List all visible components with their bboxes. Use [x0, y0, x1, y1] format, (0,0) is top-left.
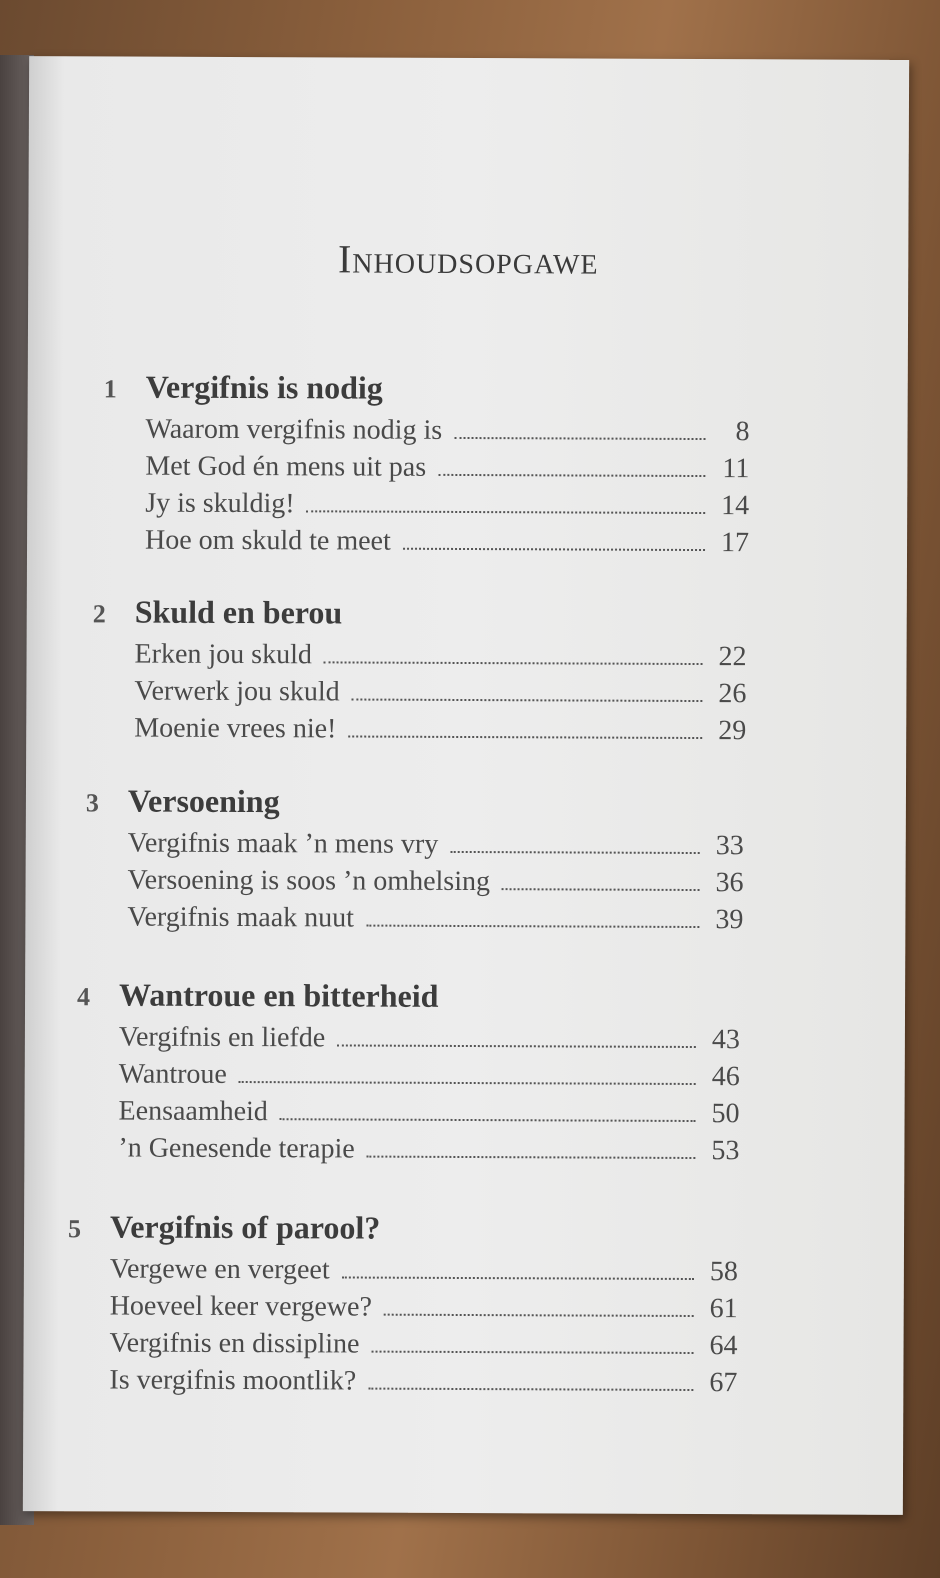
entry-label: Waarom vergifnis nodig is	[145, 413, 443, 446]
page-number: 26	[718, 678, 747, 710]
dot-leader	[368, 1388, 693, 1391]
entry-label: ’n Genesende terapie	[118, 1132, 355, 1165]
dot-leader	[438, 474, 705, 477]
dot-leader	[450, 851, 699, 854]
dot-leader	[280, 1118, 696, 1122]
toc-entry	[145, 409, 749, 449]
toc-entry	[145, 446, 749, 486]
toc-entry	[110, 1248, 738, 1288]
dot-leader	[352, 699, 703, 703]
entry-label: Versoening is soos ’n omhelsing	[127, 864, 491, 898]
dot-leader	[502, 888, 700, 891]
section-heading	[86, 782, 744, 825]
page-number: 43	[711, 1024, 740, 1056]
toc-section	[92, 593, 747, 747]
section-title: Vergifnis of parool?	[109, 1208, 381, 1246]
entry-label: Jy is skuldig!	[145, 487, 295, 520]
page-number: 67	[709, 1367, 738, 1399]
section-number: 4	[77, 982, 91, 1012]
page-number: 17	[720, 527, 750, 559]
dot-leader	[342, 1276, 694, 1280]
entry-label: Moenie vrees nie!	[134, 712, 337, 745]
dot-leader	[454, 437, 705, 440]
section-heading	[104, 368, 750, 411]
dot-leader	[367, 1156, 696, 1159]
book-page	[23, 56, 909, 1515]
toc-section	[85, 782, 744, 936]
toc-entry	[128, 860, 744, 900]
toc-section	[67, 1208, 738, 1399]
toc-entry	[119, 1016, 740, 1056]
page-title: Inhoudsopgawe	[337, 236, 599, 283]
section-heading	[93, 593, 747, 636]
entry-label: Erken jou skuld	[134, 638, 312, 671]
dot-leader	[307, 510, 706, 514]
toc-entry	[134, 671, 746, 711]
toc-entry	[109, 1322, 737, 1362]
page-number: 11	[722, 453, 750, 485]
entry-label: Vergifnis maak nuut	[127, 901, 355, 934]
page-number: 8	[735, 416, 750, 448]
section-number: 5	[67, 1214, 82, 1244]
entry-label: Met God én mens uit pas	[145, 450, 427, 483]
dot-leader	[348, 735, 702, 739]
page-number: 50	[711, 1098, 740, 1130]
toc-entry	[118, 1127, 739, 1167]
page-number: 46	[711, 1061, 740, 1093]
page-number: 36	[715, 867, 744, 899]
page-number: 33	[715, 830, 744, 862]
dot-leader	[371, 1351, 693, 1354]
entry-label: Hoeveel keer vergewe?	[109, 1290, 373, 1323]
entry-label: Vergifnis en dissipline	[109, 1327, 360, 1360]
entry-label: Is vergifnis moontlik?	[109, 1364, 357, 1397]
entry-label: Vergewe en vergeet	[109, 1253, 330, 1286]
page-number: 53	[711, 1135, 740, 1167]
section-title: Versoening	[127, 782, 280, 820]
page-number: 14	[721, 490, 750, 522]
toc-entry	[119, 1053, 740, 1093]
toc-entry	[134, 634, 746, 674]
toc-entry	[110, 1285, 738, 1325]
dot-leader	[239, 1081, 696, 1085]
toc-entry	[145, 483, 749, 523]
section-heading	[77, 976, 740, 1019]
section-number: 2	[92, 599, 106, 629]
section-heading	[68, 1208, 738, 1251]
page-number: 29	[718, 715, 747, 747]
section-title: Wantroue en bitterheid	[119, 976, 439, 1014]
dot-leader	[403, 548, 705, 551]
page-number: 64	[709, 1330, 738, 1362]
toc-entry	[145, 520, 749, 560]
entry-label: Verwerk jou skuld	[134, 675, 340, 708]
entry-label: Vergifnis maak ’n mens vry	[127, 827, 439, 860]
toc-section	[103, 368, 750, 559]
page-number: 61	[709, 1293, 738, 1325]
toc-entry	[127, 897, 743, 937]
section-number: 1	[103, 374, 117, 404]
page-number: 58	[709, 1256, 738, 1288]
dot-leader	[366, 925, 699, 928]
dot-leader	[324, 661, 703, 665]
dot-leader	[337, 1044, 696, 1048]
section-number: 3	[85, 788, 99, 818]
entry-label: Vergifnis en liefde	[118, 1021, 326, 1054]
dot-leader	[384, 1314, 694, 1317]
toc-entry	[119, 1090, 740, 1130]
section-title: Vergifnis is nodig	[145, 368, 383, 406]
page-number: 39	[715, 904, 744, 936]
toc-entry	[134, 708, 746, 748]
toc-entry	[109, 1359, 737, 1399]
toc-entry	[128, 823, 744, 863]
toc-section	[76, 976, 740, 1167]
entry-label: Wantroue	[118, 1058, 227, 1090]
section-title: Skuld en berou	[134, 593, 343, 631]
page-number: 22	[718, 641, 747, 673]
entry-label: Eensaamheid	[118, 1095, 268, 1128]
entry-label: Hoe om skuld te meet	[145, 524, 391, 557]
